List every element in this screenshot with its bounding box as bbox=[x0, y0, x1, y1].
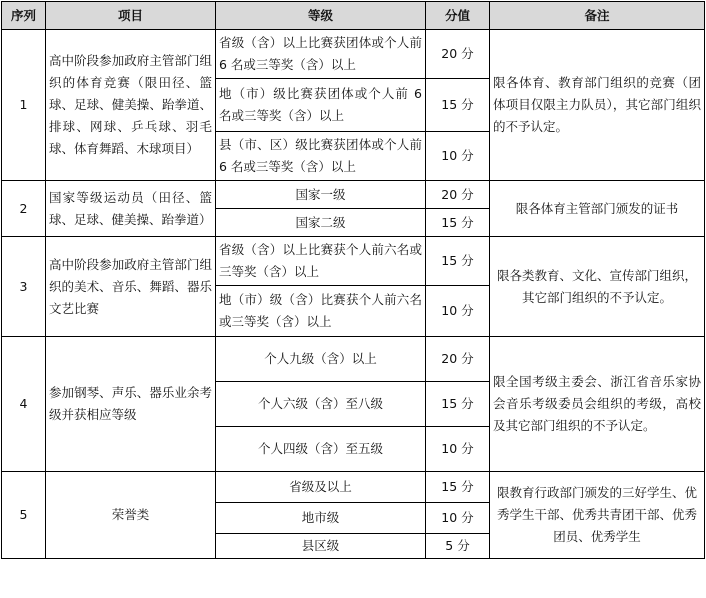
grade-cell: 地市级 bbox=[216, 503, 426, 534]
score-cell: 15 分 bbox=[426, 237, 490, 286]
project-cell: 高中阶段参加政府主管部门组织的美术、音乐、舞蹈、器乐文艺比赛 bbox=[46, 237, 216, 337]
table-row bbox=[2, 237, 705, 286]
table-row bbox=[2, 181, 705, 209]
grade-cell: 个人九级（含）以上 bbox=[216, 337, 426, 382]
header-score: 分值 bbox=[426, 2, 490, 30]
seq-cell: 5 bbox=[2, 472, 46, 559]
grade-cell: 省级（含）以上比赛获团体或个人前 6 名或三等奖（含）以上 bbox=[216, 30, 426, 79]
score-cell: 15 分 bbox=[426, 79, 490, 132]
score-cell: 10 分 bbox=[426, 286, 490, 337]
grade-cell: 省级及以上 bbox=[216, 472, 426, 503]
project-cell: 参加钢琴、声乐、器乐业余考级并获相应等级 bbox=[46, 337, 216, 472]
score-cell: 10 分 bbox=[426, 503, 490, 534]
header-note: 备注 bbox=[490, 2, 705, 30]
note-cell: 限全国考级主委会、浙江省音乐家协会音乐考级委员会组织的考级，高校及其它部门组织的不予认定。 bbox=[490, 337, 705, 472]
note-cell: 限各类教育、文化、宣传部门组织，其它部门组织的不予认定。 bbox=[490, 237, 705, 337]
grade-cell: 国家二级 bbox=[216, 209, 426, 237]
seq-cell: 4 bbox=[2, 337, 46, 472]
table-row bbox=[2, 337, 705, 382]
note-cell: 限教育行政部门颁发的三好学生、优秀学生干部、优秀共青团干部、优秀团员、优秀学生 bbox=[490, 472, 705, 559]
header-row bbox=[2, 2, 705, 30]
note-cell: 限各体育主管部门颁发的证书 bbox=[490, 181, 705, 237]
seq-cell: 3 bbox=[2, 237, 46, 337]
score-cell: 15 分 bbox=[426, 209, 490, 237]
seq-cell: 1 bbox=[2, 30, 46, 181]
grade-cell: 个人四级（含）至五级 bbox=[216, 427, 426, 472]
project-cell: 国家等级运动员（田径、篮球、足球、健美操、跆拳道） bbox=[46, 181, 216, 237]
scoring-table bbox=[1, 1, 705, 559]
note-cell: 限各体育、教育部门组织的竞赛（团体项目仅限主力队员），其它部门组织的不予认定。 bbox=[490, 30, 705, 181]
header-grade: 等级 bbox=[216, 2, 426, 30]
score-cell: 5 分 bbox=[426, 534, 490, 559]
project-cell: 荣誉类 bbox=[46, 472, 216, 559]
score-cell: 20 分 bbox=[426, 181, 490, 209]
score-cell: 20 分 bbox=[426, 30, 490, 79]
score-cell: 10 分 bbox=[426, 132, 490, 181]
grade-cell: 县（市、区）级比赛获团体或个人前 6 名或三等奖（含）以上 bbox=[216, 132, 426, 181]
score-cell: 10 分 bbox=[426, 427, 490, 472]
grade-cell: 地（市）级比赛获团体或个人前 6 名或三等奖（含）以上 bbox=[216, 79, 426, 132]
project-cell: 高中阶段参加政府主管部门组织的体育竞赛（限田径、篮球、足球、健美操、跆拳道、排球、网球、乒乓球、羽毛球、体育舞蹈、木球项目） bbox=[46, 30, 216, 181]
score-cell: 15 分 bbox=[426, 382, 490, 427]
header-project: 项目 bbox=[46, 2, 216, 30]
grade-cell: 国家一级 bbox=[216, 181, 426, 209]
table-row bbox=[2, 472, 705, 503]
seq-cell: 2 bbox=[2, 181, 46, 237]
score-cell: 20 分 bbox=[426, 337, 490, 382]
table-row bbox=[2, 30, 705, 79]
grade-cell: 地（市）级（含）比赛获个人前六名或三等奖（含）以上 bbox=[216, 286, 426, 337]
grade-cell: 省级（含）以上比赛获个人前六名或三等奖（含）以上 bbox=[216, 237, 426, 286]
grade-cell: 个人六级（含）至八级 bbox=[216, 382, 426, 427]
score-cell: 15 分 bbox=[426, 472, 490, 503]
grade-cell: 县区级 bbox=[216, 534, 426, 559]
header-seq: 序列 bbox=[2, 2, 46, 30]
